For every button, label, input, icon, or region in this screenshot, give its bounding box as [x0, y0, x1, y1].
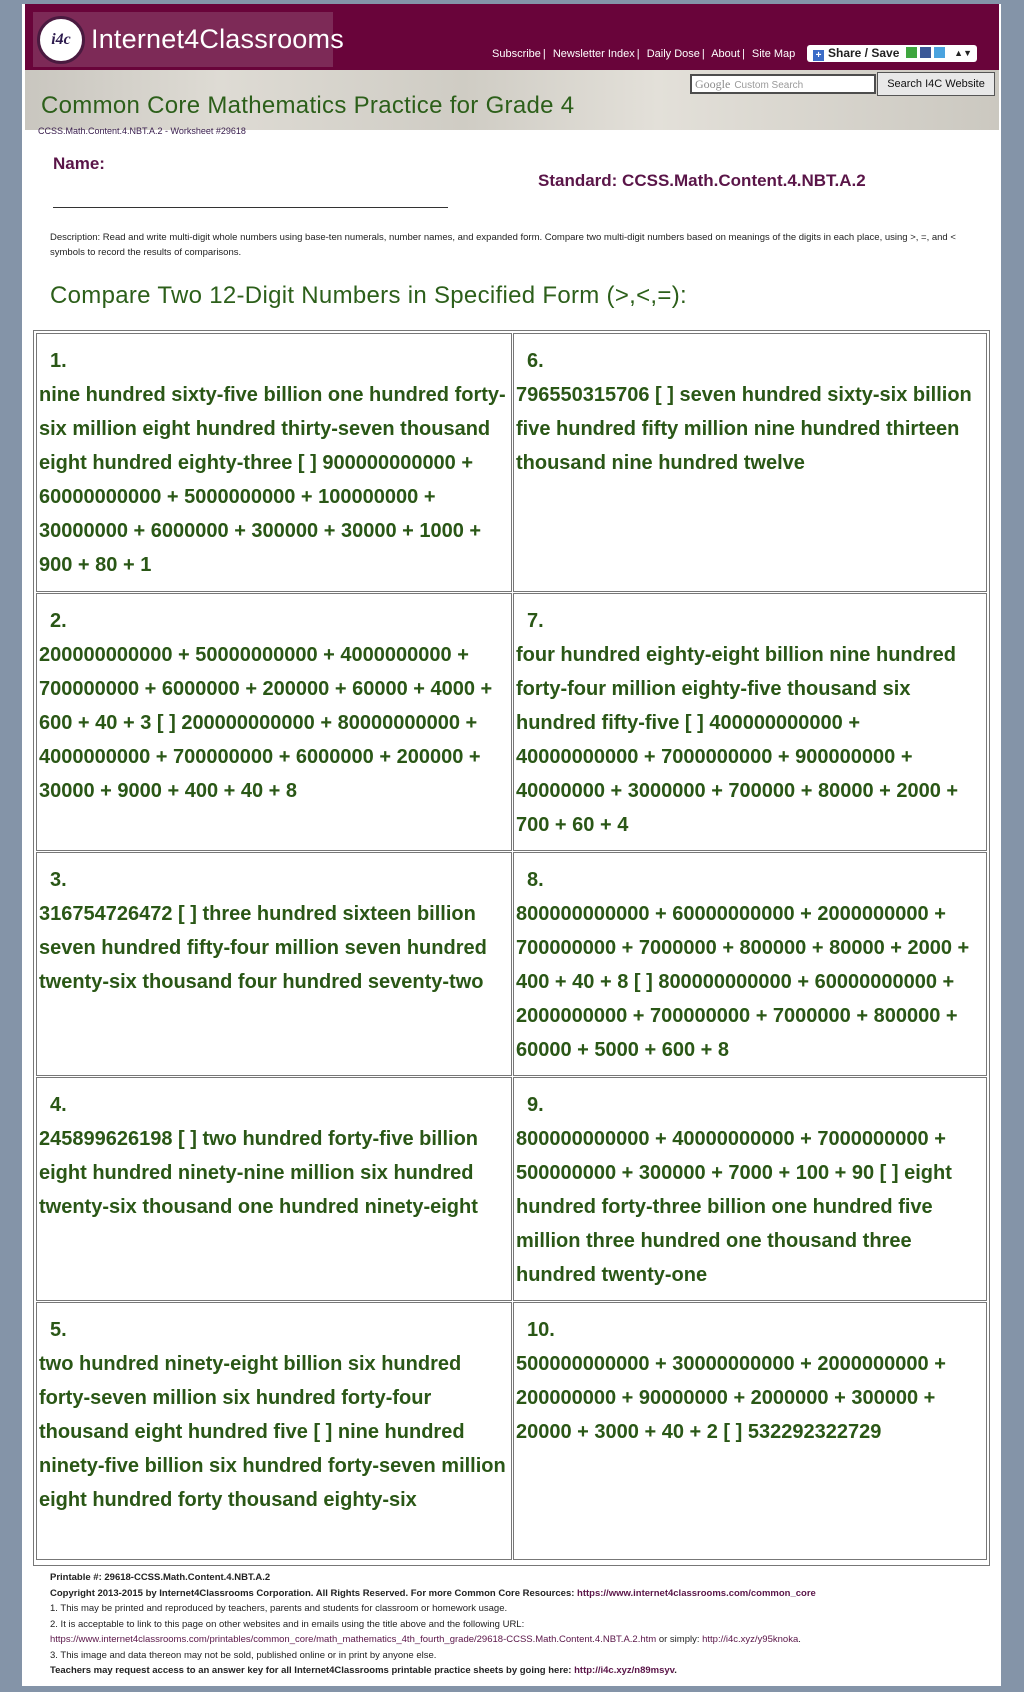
problem-cell: [36, 593, 512, 851]
problem-text: 800000000000 + 40000000000 + 7000000000 + 500000000 + 300000 + 7000 + 100 + 90 [ ] eight hundred forty-three billion one hundred five million three hundred one thousand three hundred twenty-one: [516, 1128, 952, 1286]
search-placeholder: Custom Search: [734, 80, 804, 91]
page-title: Common Core Mathematics Practice for Grade 4: [41, 92, 575, 119]
site-header: [25, 4, 999, 70]
share-label: Share / Save: [828, 46, 900, 60]
problem-text: nine hundred sixty-five billion one hundred forty-six million eight hundred thirty-seven thousand eight hundred eighty-three [ ] 900000000000 + 60000000000 + 5000000000 + 100000000 + 30000000 + 6000000 + 300000 + 30000 + 1000 + 900 + 80 + 1: [39, 384, 506, 576]
problem-text: 500000000000 + 30000000000 + 2000000000 + 200000000 + 90000000 + 2000000 + 300000 + 20000 + 3000 + 40 + 2 [ ] 532292322729: [516, 1353, 946, 1443]
updown-arrows-icon: ▲▼: [954, 48, 972, 58]
problem-text: 200000000000 + 50000000000 + 4000000000 + 700000000 + 6000000 + 200000 + 60000 + 4000 + 600 + 40 + 3 [ ] 200000000000 + 80000000000 + 4000000000 + 700000000 + 6000000 + 200000 + 30000 + 9000 + 400 + 40 + 8: [39, 644, 493, 802]
usage-note-1: 1. This may be printed and reproduced by teachers, parents and students for classroom or homework usage.: [50, 1603, 508, 1614]
problem-number: 1.: [50, 350, 67, 372]
problem-cell: [513, 1302, 987, 1560]
problem-cell: [513, 852, 987, 1076]
nav-subscribe[interactable]: Subscribe: [492, 48, 541, 60]
worksheet-page: [22, 4, 1001, 1686]
problem-cell: [36, 852, 512, 1076]
search-button[interactable]: Search I4C Website: [877, 72, 995, 96]
problem-text: four hundred eighty-eight billion nine hundred forty-four million eighty-five thousand six hundred fifty-five [ ] 400000000000 + 40000000000 + 7000000000 + 900000000 + 40000000 + 3000000 + 700000 + 80000 + 2000 + 700 + 60 + 4: [516, 644, 959, 836]
common-core-link[interactable]: https://www.internet4classrooms.com/common_core: [577, 1587, 816, 1599]
google-brand: Google: [695, 77, 731, 91]
problem-number: 3.: [50, 869, 67, 891]
nav-newsletter-index[interactable]: Newsletter Index: [552, 48, 635, 60]
email-share-icon: [906, 47, 917, 58]
answer-key-note: Teachers may request access to an answer key for all Internet4Classrooms printable practice sheets by going here:: [50, 1665, 572, 1676]
facebook-icon: [920, 47, 931, 58]
problem-number: 10.: [527, 1319, 555, 1341]
name-label: Name:: [53, 154, 105, 173]
short-url-link[interactable]: http://i4c.xyz/y95knoka: [702, 1634, 799, 1645]
search-input[interactable]: [690, 74, 876, 94]
banner: [25, 70, 999, 130]
problem-text: 245899626198 [ ] two hundred forty-five billion eight hundred ninety-nine million six hundred twenty-six thousand one hundred ninety-eight: [39, 1128, 479, 1218]
description: Description: Read and write multi-digit whole numbers using base-ten numerals, number names, and expanded form. Compare two multi-digit numbers based on meanings of the digits in each place, using >, =, and < symbols to record the results of comparisons.: [50, 232, 956, 258]
problem-cell: [513, 333, 987, 592]
usage-note-2: 2. It is acceptable to link to this page on other websites and in emails using the title above and the following URL:: [50, 1618, 525, 1630]
share-save-button[interactable]: [807, 45, 977, 62]
worksheet-id: CCSS.Math.Content.4.NBT.A.2 - Worksheet #29618: [38, 126, 246, 136]
problem-cell: [36, 333, 512, 592]
nav-daily-dose[interactable]: Daily Dose: [646, 48, 700, 60]
problem-cell: [513, 593, 987, 851]
problem-cell: [36, 1077, 512, 1301]
problem-number: 5.: [50, 1319, 67, 1341]
problem-number: 4.: [50, 1094, 67, 1116]
footer: Printable #: 29618-CCSS.Math.Content.4.NBT.A.2 Copyright 2013-2015 by Internet4Classrooms Corporation. All Rights Reserved. For more Common Core Resources: https://www.internet4classrooms.com/common_core 1. This may be printed and reproduced by teachers, parents and students for classroom or homework usage. 2. It is acceptable to link to this page on other websites and in emails using the title above and the following URL: https://www.internet4classrooms.com/printables/common_core/math_mathematics_4th_fourth_grade/29618-CCSS.Math.Content.4.NBT.A.2.htm or simply: http://i4c.xyz/y95knoka. 3. This image and data thereon may not be sold, published online or in print by anyone else. Teachers may request access to an answer key for all Internet4Classrooms printable practice sheets by going here: http://i4c.xyz/n89msyv.: [50, 1570, 995, 1679]
problem-text: 316754726472 [ ] three hundred sixteen billion seven hundred fifty-four million seven hundred twenty-six thousand four hundred seventy-two: [39, 903, 487, 993]
standard-label: Standard: CCSS.Math.Content.4.NBT.A.2: [538, 171, 866, 190]
nav-about[interactable]: About: [711, 48, 740, 60]
problem-number: 2.: [50, 610, 67, 632]
site-logo[interactable]: [33, 12, 344, 67]
printable-number: Printable #: 29618-CCSS.Math.Content.4.NBT.A.2: [50, 1572, 271, 1583]
answer-key-link[interactable]: http://i4c.xyz/n89msyv: [574, 1665, 675, 1676]
problem-text: two hundred ninety-eight billion six hundred forty-seven million six hundred forty-four thousand eight hundred five [ ] nine hundred ninety-five billion six hundred forty-seven million eight hundred forty thousand eighty-six: [39, 1353, 506, 1511]
problem-number: 9.: [527, 1094, 544, 1116]
copyright: Copyright 2013-2015 by Internet4Classrooms Corporation. All Rights Reserved. For more Common Core Resources:: [50, 1587, 575, 1599]
problem-cell: [513, 1077, 987, 1301]
logo-badge-icon: i4c: [37, 16, 85, 64]
logo-text: Internet4Classrooms: [91, 24, 344, 54]
share-plus-icon: +: [813, 50, 824, 61]
page-url-link[interactable]: https://www.internet4classrooms.com/printables/common_core/math_mathematics_4th_fourth_grade/29618-CCSS.Math.Content.4.NBT.A.2.htm: [50, 1634, 657, 1645]
twitter-icon: [934, 47, 945, 58]
name-line: [53, 207, 448, 208]
problem-text: 800000000000 + 60000000000 + 2000000000 + 700000000 + 7000000 + 800000 + 80000 + 2000 + 400 + 40 + 8 [ ] 800000000000 + 60000000000 + 2000000000 + 700000000 + 7000000 + 800000 + 60000 + 5000 + 600 + 8: [516, 903, 970, 1061]
problem-cell: [36, 1302, 512, 1560]
nav-site-map[interactable]: Site Map: [751, 48, 796, 60]
problem-number: 8.: [527, 869, 544, 891]
problem-grid: [33, 330, 990, 1566]
url-or-text: or simply:: [658, 1634, 700, 1645]
worksheet-subtitle: Compare Two 12-Digit Numbers in Specified Form (>,<,=):: [50, 282, 687, 309]
usage-note-3: 3. This image and data thereon may not be sold, published online or in print by anyone else.: [50, 1649, 437, 1661]
problem-number: 6.: [527, 350, 544, 372]
top-navigation: Subscribe | Newsletter Index | Daily Dose | About | Site Map: [492, 48, 796, 60]
problem-text: 796550315706 [ ] seven hundred sixty-six billion five hundred fifty million nine hundred thirteen thousand nine hundred twelve: [516, 384, 972, 474]
problem-number: 7.: [527, 610, 544, 632]
